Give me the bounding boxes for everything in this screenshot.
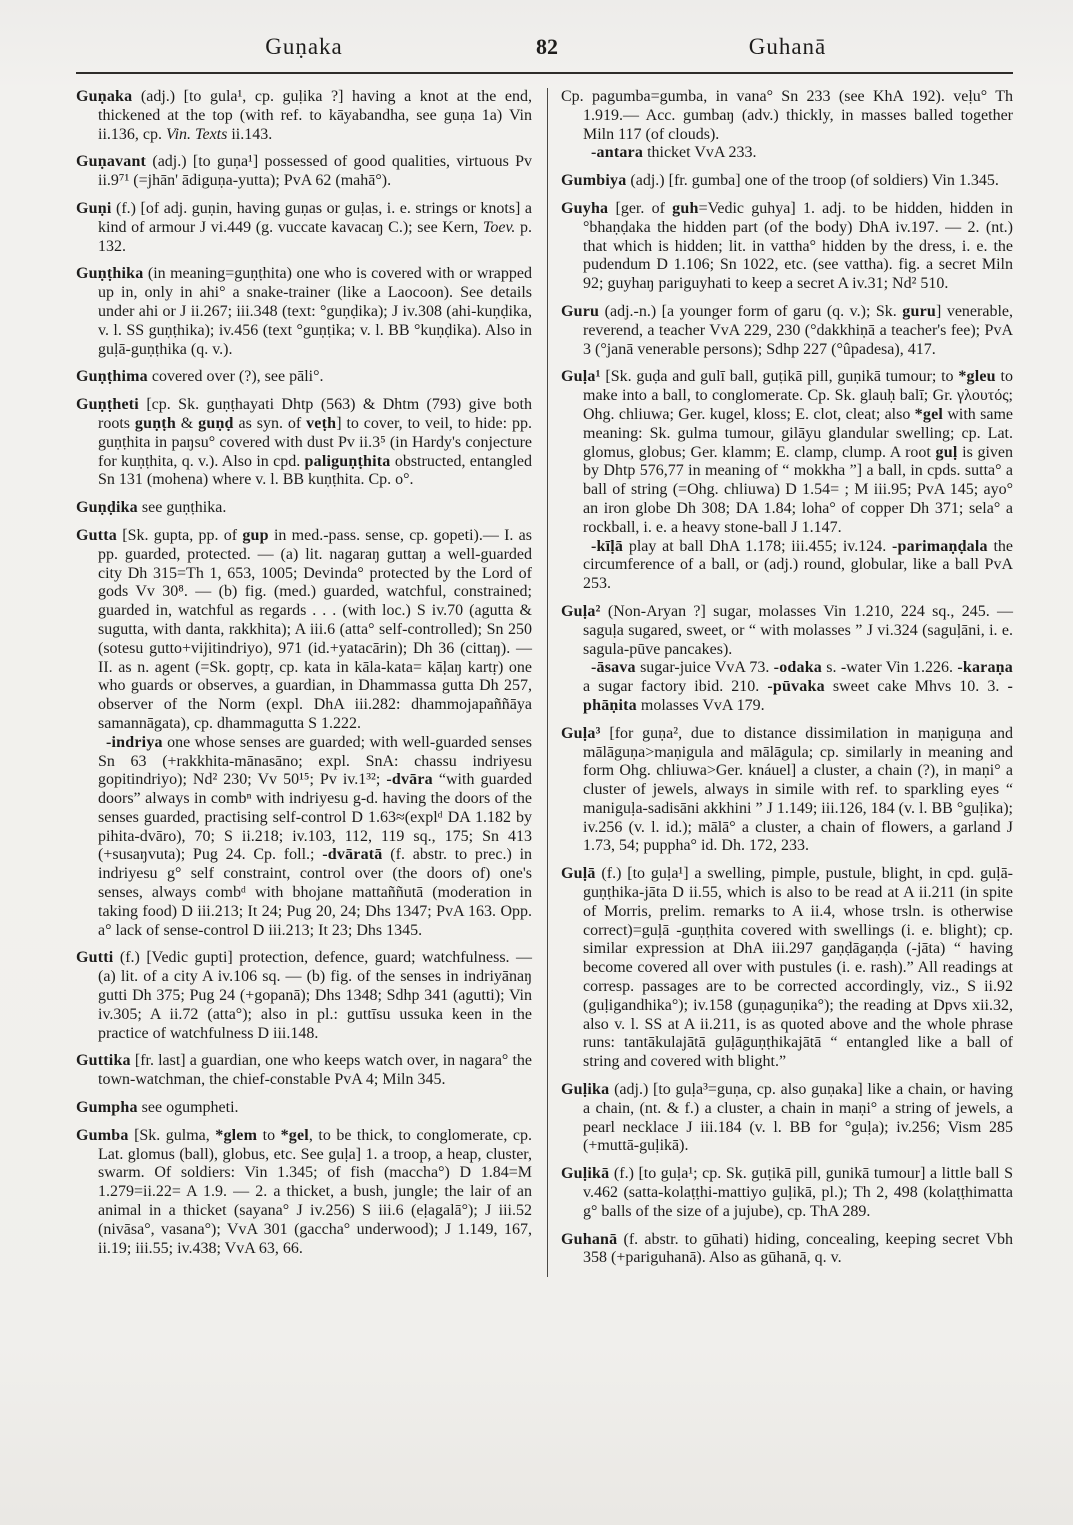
entry-text: Guḷikā (f.) [to guḷa¹; cp. Sk. guṭikā pill, gunikā tumour] a little ball S v.462 (satta-kolaṭṭhi-mattiyo guḷikā, pl.); Th 2, 498 (kolaṭṭhimatta g° balls of the size of a jujube), cp. ThA 289. [561, 1165, 1013, 1220]
entry-headword: Guṇḍika [76, 499, 138, 517]
entry-text: Guṇṭhika (in meaning=guṇṭhita) one who is covered with or wrapped up in, only in ahi° a snake-trainer (like a Laocoon). See details under ahi or J ii.267; iii.348 (text: °guṇḍika); J iv.308 (ahi-kuṇḍika, v. l. SS guṇṭhika); iv.456 (text °guṇṭika; v. l. BB °kuṇḍika). Also in guḷā-guṇṭhika (q. v.). [76, 265, 532, 358]
entry-headword: Guḷā [561, 865, 596, 883]
entry-headword: Guḷa¹ [561, 368, 601, 386]
dictionary-entry [561, 603, 1013, 716]
dictionary-entry [561, 88, 1013, 163]
entry-text: Cp. pagumba=gumba, in vana° Sn 233 (see KhA 192). veḷu° Th 1.919.— Acc. gumbaŋ (adv.) thickly, in masses balled together Miln 117 (of clouds). [561, 88, 1013, 143]
page-number: 82 [536, 34, 558, 59]
dictionary-entry [76, 368, 532, 387]
dictionary-entry [76, 88, 532, 144]
entry-text: Gumpha see ogumpheti. [76, 1099, 239, 1117]
page-content [76, 34, 1013, 1277]
dictionary-entry [76, 265, 532, 359]
entry-headword: Guḷika [561, 1081, 610, 1099]
entry-text: Gutti (f.) [Vedic gupti] protection, defence, guard; watchfulness. — (a) lit. of a city A iv.106 sq. — (b) fig. of the senses in indriyānaŋ gutti Dh 375; Pug 24 (+gopanā); Dhs 1348; Sdhp 341 (agutti); Vin iv.305; A ii.72 (atta°); also in pl.: guttīsu ussuka keen in the practice of watchfulness D iii.148. [76, 949, 532, 1042]
entry-headword: Gumba [76, 1126, 129, 1144]
entry-headword: Guṇṭhima [76, 368, 148, 386]
entry-headword: Gutta [76, 526, 117, 544]
dictionary-entry [76, 1099, 532, 1118]
dictionary-entry [76, 396, 532, 490]
entry-headword: Guḷa² [561, 602, 601, 620]
entry-headword: Guru [561, 302, 600, 320]
entry-headword: Guttika [76, 1052, 131, 1070]
dictionary-entry [561, 172, 1013, 191]
entry-headword: Guḷa³ [561, 724, 601, 742]
entry-text: Guḷa¹ [Sk. guḍa and gulī ball, guṭikā pill, guṇikā tumour; to *gleu to make into a ball, to conglomerate. Cp. Sk. glauḥ balī; Gr. γλουτός; Ohg. chliuwa; Ger. kugel, kloss; E. clot, cleat; also *gel with same meaning: Sk. gulma tumour, gilāyu glandular swelling; cp. Lat. glomus, globus; Ger. klamm; E. clamp, clump. A root guḷ is given by Dhtp 576,77 in meaning of “ mokkha ”] a ball, in cpds. sutta° a ball of string (=Ohg. chliuwa) D 1.54= ; M iii.95; PvA 145; ayo° an iron globe Dh 308; DA 1.84; loha° of copper Dh 371; sela° a rockball, i. e. a heavy stone-ball J 1.147. [561, 368, 1014, 536]
dictionary-entry [76, 1127, 532, 1259]
entry-text: Guttika [fr. last] a guardian, one who keeps watch over, in nagara° the town-watchman, the chief-constable PvA 4; Miln 345. [76, 1052, 532, 1089]
header-left-guideword: Guṇaka [265, 34, 343, 59]
entry-text: Guṇṭheti [cp. Sk. guṇṭhayati Dhtp (563) & Dhtm (793) give both roots guṇṭh & guṇḍ as syn. of veṭh] to cover, to veil, to hide: pp. guṇṭhita in paŋsu° covered with dust Pv ii.3⁵ (in Hardy's conjecture for kuṇṭhita, q. v.). Also in cpd. paliguṇṭhita obstructed, entangled Sn 131 (mohena) where v. l. BB kuṇṭhita. Cp. o°. [76, 396, 532, 489]
text-columns [76, 88, 1013, 1277]
dictionary-entry [76, 153, 532, 191]
entry-headword: Guṇṭhika [76, 265, 144, 283]
entry-text: Gutta [Sk. gupta, pp. of gup in med.-pass. sense, cp. gopeti).— I. as pp. guarded, protected. — (a) lit. nagaraŋ guttaŋ a well-guarded city Dh 315=Th 1, 653, 1005; Devinda° protected by the Lord of gods Vv 30⁸. — (b) fig. (med.) guarded, watchful, constrained; guarded in, watchful as regards . . . (with loc.) S iv.70 (agutta & sugutta, with danta, rakkhita); A iii.6 (atta° self-controlled); Sn 250 (sotesu gutto+vijitindriyo), 971 (id.+yatacārin); Dh 36 (cittaŋ). — II. as n. agent (=Sk. goptṛ, cp. kata in kāla-kata= kāḷaŋ kartṛ) one who guards or observes, a guardian, in Dhammassa gutta Dh 257, observer of the Norm (expl. DhA iii.282: dhammojapaññāya samannāgata), cp. dhammagutta S 1.222. [76, 526, 533, 732]
dictionary-entry [561, 1165, 1013, 1221]
entry-compound-line: -kīḷā play at ball DhA 1.178; iii.455; iv.124. -parimaṇḍala the circumference of a ball, or (adj.) round, globular, like a ball PvA 253. [583, 537, 1014, 593]
dictionary-entry [561, 1231, 1013, 1269]
entry-headword: Gutti [76, 949, 114, 967]
dictionary-entry [76, 499, 532, 518]
dictionary-entry [76, 949, 532, 1043]
entry-compound-line: -antara thicket VvA 233. [591, 144, 757, 162]
dictionary-entry [561, 303, 1013, 359]
entry-text: Gumba [Sk. gulma, *glem to *gel, to be thick, to conglomerate, cp. Lat. glomus (ball), globus, etc. See guḷa] 1. a troop, a heap, cluster, swarm. Of soldiers: Vin 1.345; of fish (maccha°) D 1.84=M 1.279=ii.22= A 1.9. — 2. a thicket, a bush, jungle; the lair of an animal in a thicket (sayana° J iv.256) S iii.6 (eḷagalā°); J iii.52 (nivāsa°, vasana°); VvA 301 (gaccha° underwood); J 1.149, 167, ii.19; iii.55; iv.438; VvA 63, 66. [76, 1126, 533, 1257]
entry-compound-line: -indriya one whose senses are guarded; with well-guarded senses Sn 63 (+rakkhita-mānasāno; expl. SnA: chassu indriyesu gopitindriyo); Nd² 230; Vv 50¹⁵; Pv iv.1³²; -dvāra “with guarded doors” always in combⁿ with indriyesu g-d. having the doors of the senses guarded, practising self-control D 1.63≈(explᵈ DA 1.182 by pihita-dvāro), 70; S ii.218; iv.103, 112, 119 sq., 175; Sn 413 (+susaŋvuta); Pug 24. Cp. foll.; -dvāratā (f. abstr. to prec.) in indriyesu g° self constraint, control over (the doors of) one's senses, always combᵈ with bhojane mattaññutā (moderation in taking food) D iii.213; It 24; Pug 20, 24; Dhs 1347; PvA 163. Opp. a° lack of sense-control D iii.213; It 23; Dhs 1345. [98, 733, 533, 939]
entry-text: Gumbiya (adj.) [fr. gumba] one of the troop (of soldiers) Vin 1.345. [561, 172, 999, 190]
entry-headword: Guṇaka [76, 88, 133, 105]
dictionary-entry [76, 1052, 532, 1090]
entry-text: Guṇi (f.) [of adj. guṇin, having guṇas or guḷas, i. e. strings or knots] a kind of armour J vi.449 (g. vuccate kavacaŋ C.); see Kern, Toev. p. 132. [76, 199, 533, 255]
entry-headword: Guṇi [76, 199, 112, 217]
entry-compound-line: -āsava sugar-juice VvA 73. -odaka s. -water Vin 1.226. -karaṇa a sugar factory ibid. 210. -pūvaka sweet cake Mhvs 10. 3. -phāṇita molasses VvA 179. [583, 659, 1014, 714]
header-right-guideword: Guhanā [748, 34, 827, 59]
entry-text: Guḷā (f.) [to guḷa¹] a swelling, pimple, pustule, blight, in cpd. guḷā-guṇṭhika-jāta D ii.55, which is also to be read at A ii.211 (in spite of Morris, prelim. remarks to A ii.4, whose trsln. is otherwise correct)=guḷā -guṇṭhita covered with swellings (i. e. blight); cp. similar expression at DhA iii.297 gaṇḍāgaṇḍa (-jāta) “ having become covered all over with pustules (i. e. rash).” All readings at corresp. passages are to be corrected accordingly, viz., S ii.92 (guḷigandhika°); iv.158 (guṇaguṇika°); the reading at Dpvs xii.32, also v. l. SS at A ii.211, is as quoted above and the whole phrase runs: tantākulajātā guḷāguṇṭhikajātā “ entangled like a ball of string and covered with blight.” [561, 865, 1013, 1071]
entry-text: Guṇḍika see guṇṭhika. [76, 499, 227, 517]
entry-headword: Guyha [561, 199, 609, 217]
entry-headword: Guhanā [561, 1230, 618, 1248]
dictionary-entry [561, 865, 1013, 1072]
entry-text: Guhanā (f. abstr. to gūhati) hiding, concealing, keeping secret Vbh 358 (+pariguhanā). Also as gūhanā, q. v. [561, 1230, 1013, 1267]
dictionary-entry [561, 725, 1013, 857]
dictionary-entry [561, 368, 1013, 594]
entry-headword: Guṇavant [76, 153, 147, 171]
entry-text: Guḷa² (Non-Aryan ?] sugar, molasses Vin 1.210, 224 sq., 245. — saguḷa sugared, sweet, or “ with molasses ” J vi.324 (saguḷāni, i. e. sagula-pūve pancakes). [561, 602, 1013, 658]
dictionary-entry [76, 527, 532, 941]
entry-text: Guḷika (adj.) [to guḷa³=guṇa, cp. also guṇaka] like a chain, or having a chain, (nt. & f.) a cluster, a chain in maṇi° a string of jewels, a pearl necklace J iii.184 (v. l. BB for °guḷa); iv.256; Vism 285 (+muttā-guḷikā). [561, 1081, 1013, 1155]
entry-text: Guru (adj.-n.) [a younger form of garu (q. v.); Sk. guru] venerable, reverend, a teacher VvA 229, 230 (°dakkhiṇā a teacher's fee); PvA 3 (°janā venerable persons); Sdhp 227 (°ûpadesa), 417. [561, 302, 1013, 358]
entry-text: Guṇṭhima covered over (?), see pāli°. [76, 368, 324, 386]
dictionary-entry [561, 1081, 1013, 1156]
entry-headword: Guḷikā [561, 1165, 610, 1183]
entry-headword: Gumbiya [561, 172, 627, 190]
entry-text: Guḷa³ [for guṇa², due to distance dissimilation in maṇiguṇa and mālāguṇa>maṇigula and mālāgula; cp. similarly in meaning and form Ohg. chliuwa>Ger. knáuel] a cluster, a chain (?), in maṇi° a cluster of jewels, always in simile with ref. to sparkling eyes “ maniguḷa-sadisāni akkhini ” J 1.149; iii.126, 184 (v. l. BB °guḷika); iv.256 (v. l. id.); mālā° a cluster, a chain of flowers, a garland J 1.73, 54; puppha° id. Dh. 172, 233. [561, 724, 1013, 855]
entry-text: Guyha [ger. of guh=Vedic guhya] 1. adj. to be hidden, hidden in °bhaṇḍaka the hidden part (of the body) DhA iv.197. — 2. (nt.) that which is hidden; lit. in vattha° hidden by the dress, i. e. the pudendum D 1.106; Sn 1022, etc. (see vattha). fig. a secret Miln 92; guyhaŋ pariguyhati to keep a secret A iv.31; Nd² 510. [561, 199, 1014, 293]
entry-text: Guṇavant (adj.) [to guṇa¹] possessed of good qualities, virtuous Pv ii.9⁷¹ (=jhān' ādiguṇa-yutta); PvA 62 (mahā°). [76, 153, 532, 190]
page-header [76, 34, 1013, 74]
entry-headword: Gumpha [76, 1099, 138, 1117]
entry-headword: Guṇṭheti [76, 396, 139, 414]
entry-text: Guṇaka (adj.) [to gula¹, cp. guḷika ?] having a knot at the end, thickened at the top (with ref. to kāyabandha, see guṇa 1a) Vin ii.136, cp. Vin. Texts ii.143. [76, 88, 532, 143]
column-right [547, 88, 1013, 1277]
column-left [76, 88, 532, 1277]
dictionary-entry [561, 200, 1013, 294]
dictionary-entry [76, 200, 532, 256]
